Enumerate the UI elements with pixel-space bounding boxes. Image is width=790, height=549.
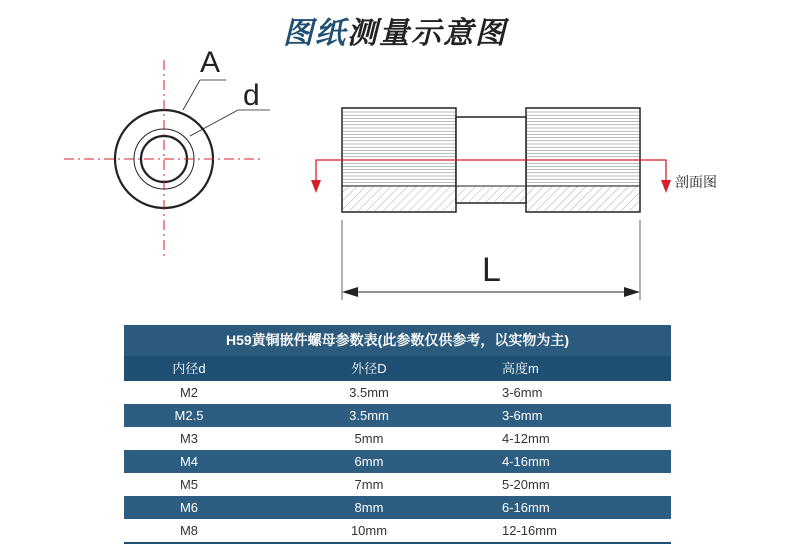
cell-inner: M4: [179, 454, 199, 469]
cell-inner: M3: [179, 431, 199, 446]
center-hatch: [457, 186, 525, 203]
section-arrow-left: [311, 180, 321, 193]
right-hatch: [527, 186, 639, 211]
left-hatch: [343, 186, 455, 211]
col-header-height: 高度m: [502, 361, 539, 376]
title-part-1: 图纸: [283, 17, 347, 50]
cell-height: 4-16mm: [502, 454, 550, 469]
table-row: [124, 404, 671, 427]
cell-height: 5-20mm: [502, 477, 550, 492]
table-heading: H59黄铜嵌件螺母参数表(此参数仅供参考，以实物为主): [124, 325, 671, 356]
cell-inner: M8: [179, 523, 199, 538]
cell-height: 6-16mm: [502, 500, 550, 515]
end-view: [64, 60, 270, 258]
parameter-table: [124, 325, 671, 544]
cell-height: 3-6mm: [502, 408, 543, 423]
table-header-row: [124, 356, 671, 381]
table-row: [124, 427, 671, 450]
label-d: d: [243, 79, 260, 112]
leader-a: [183, 80, 200, 110]
cell-outer: 3.5mm: [349, 408, 389, 423]
label-l: L: [482, 251, 501, 289]
cell-outer: 5mm: [354, 431, 384, 446]
cell-height: 12-16mm: [502, 523, 557, 538]
cell-height: 4-12mm: [502, 431, 550, 446]
table-row: [124, 519, 671, 542]
title-part-2: 测量示意图: [347, 17, 507, 50]
cell-inner: M5: [179, 477, 199, 492]
label-a: A: [200, 46, 221, 79]
table-row: [124, 496, 671, 519]
cell-outer: 8mm: [354, 500, 384, 515]
cell-outer: 3.5mm: [349, 385, 389, 400]
col-header-inner: 内径d: [172, 361, 206, 376]
cell-inner: M2: [179, 385, 199, 400]
table-bottom-border: [124, 542, 671, 544]
table-row: [124, 381, 671, 404]
cell-outer: 7mm: [354, 477, 384, 492]
table-row: [124, 473, 671, 496]
table-row: [124, 450, 671, 473]
cell-inner: M6: [179, 500, 199, 515]
section-arrow-right: [661, 180, 671, 193]
cell-inner: M2.5: [174, 408, 204, 423]
cell-outer: 10mm: [350, 523, 388, 538]
col-header-outer: 外径D: [351, 361, 387, 376]
cell-outer: 6mm: [354, 454, 384, 469]
label-section: 剖面图: [675, 174, 717, 190]
cell-height: 3-6mm: [502, 385, 543, 400]
